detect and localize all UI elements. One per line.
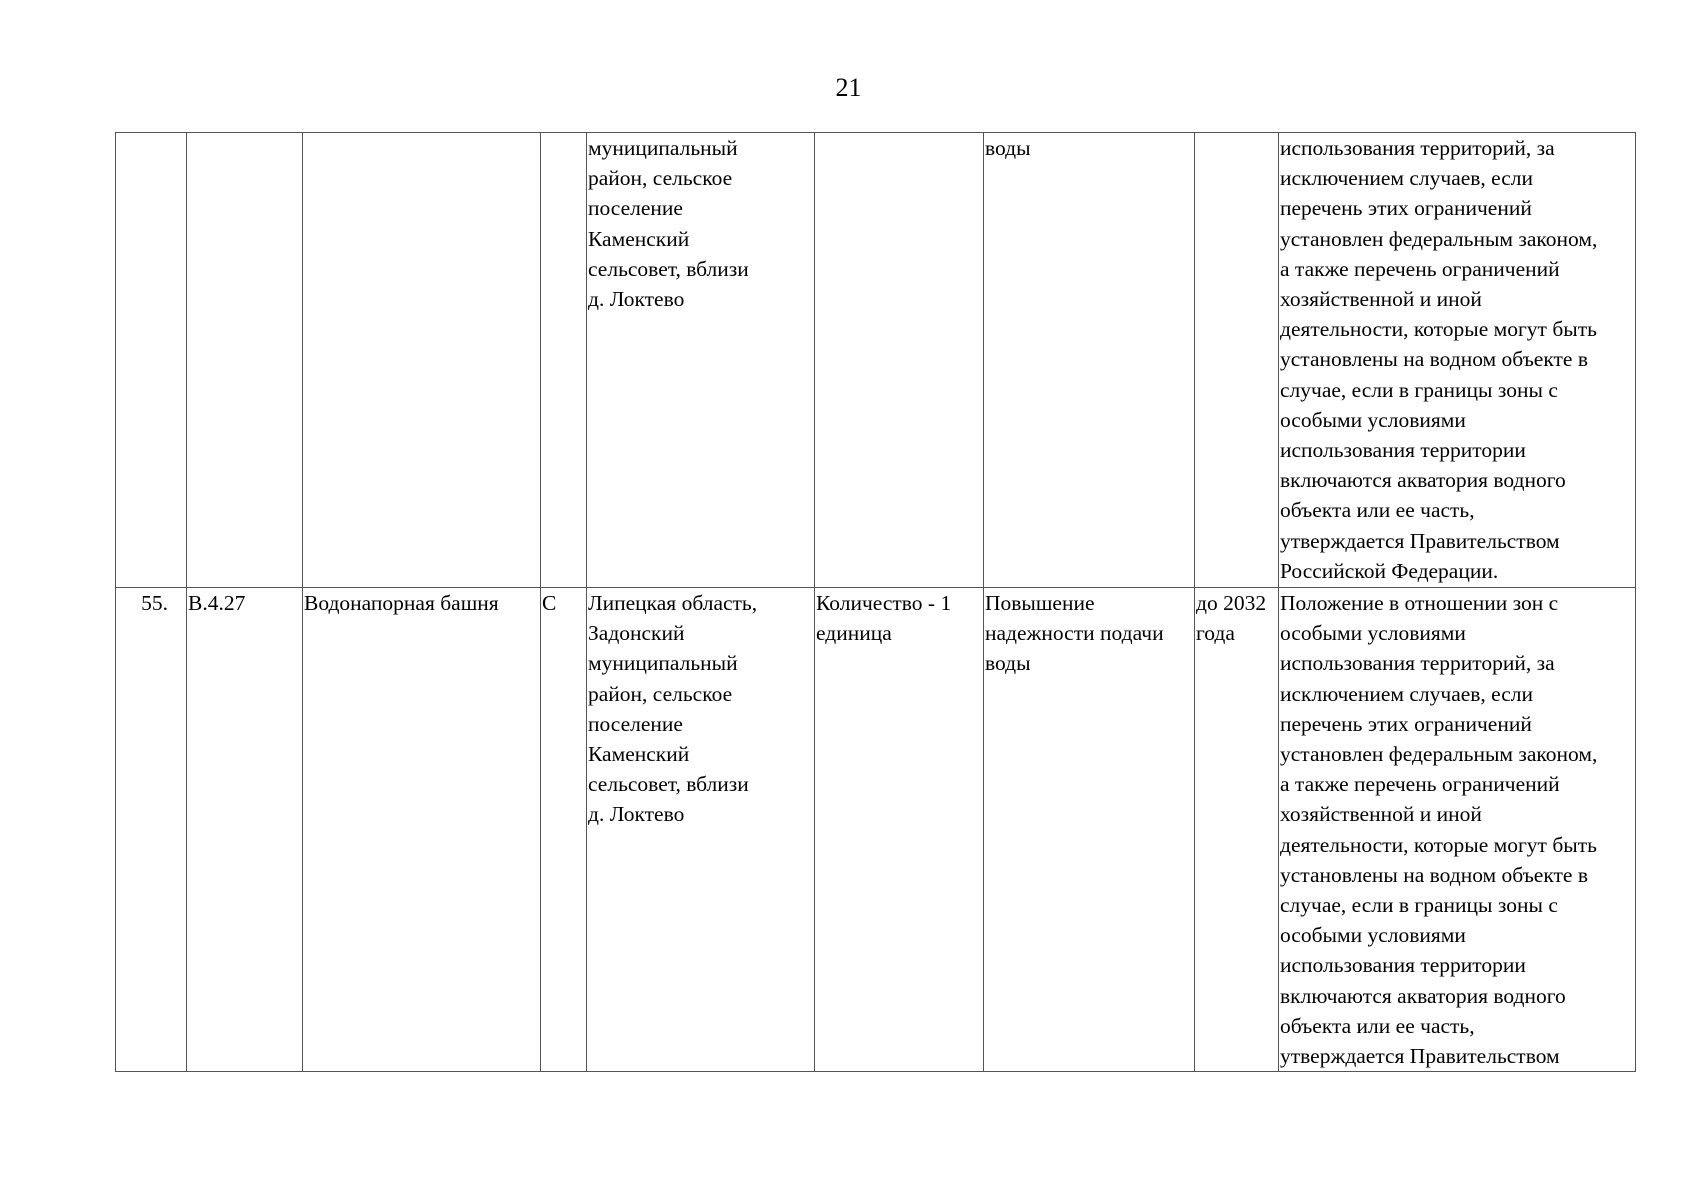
code-cell: В.4.27 [187,588,303,1072]
zone-info-cell: Положение в отношении зон с особыми условиями использования территорий, за исключением случаев, если перечень этих ограничений установлен федеральным законом, а также перечень ограничений хозяйственной и иной деятельности, которые могут быть установлены на водном объекте в случае, если в границы зоны с особыми условиями использования территории включаются акватория водного объекта или ее часть, утверждается Правительством [1279,588,1636,1072]
deadline-cell [1195,133,1279,588]
purpose-cell: воды [984,133,1195,588]
location-cell: Липецкая область, Задонский муниципальный район, сельское поселение Каменский сельсовет, вблизи д. Локтево [587,588,815,1072]
name-cell: Водонапорная башня [303,588,541,1072]
row-number-cell: 55. [116,588,187,1072]
type-cell [541,133,587,588]
location-cell: муниципальный район, сельское поселение Каменский сельсовет, вблизи д. Локтево [587,133,815,588]
type-cell: С [541,588,587,1072]
deadline-cell: до 2032 года [1195,588,1279,1072]
characteristics-cell: Количество - 1 единица [815,588,984,1072]
page-number: 21 [835,73,862,102]
table-row [116,133,1636,588]
table-row [116,588,1636,1072]
row-number-cell [116,133,187,588]
name-cell [303,133,541,588]
zone-info-cell: использования территорий, за исключением случаев, если перечень этих ограничений установлен федеральным законом, а также перечень ограничений хозяйственной и иной деятельности, которые могут быть установлены на водном объекте в случае, если в границы зоны с особыми условиями использования территории включаются акватория водного объекта или ее часть, утверждается Правительством Российской Федерации. [1279,133,1636,588]
characteristics-cell [815,133,984,588]
code-cell [187,133,303,588]
objects-table [115,132,1636,1072]
purpose-cell: Повышение надежности подачи воды [984,588,1195,1072]
